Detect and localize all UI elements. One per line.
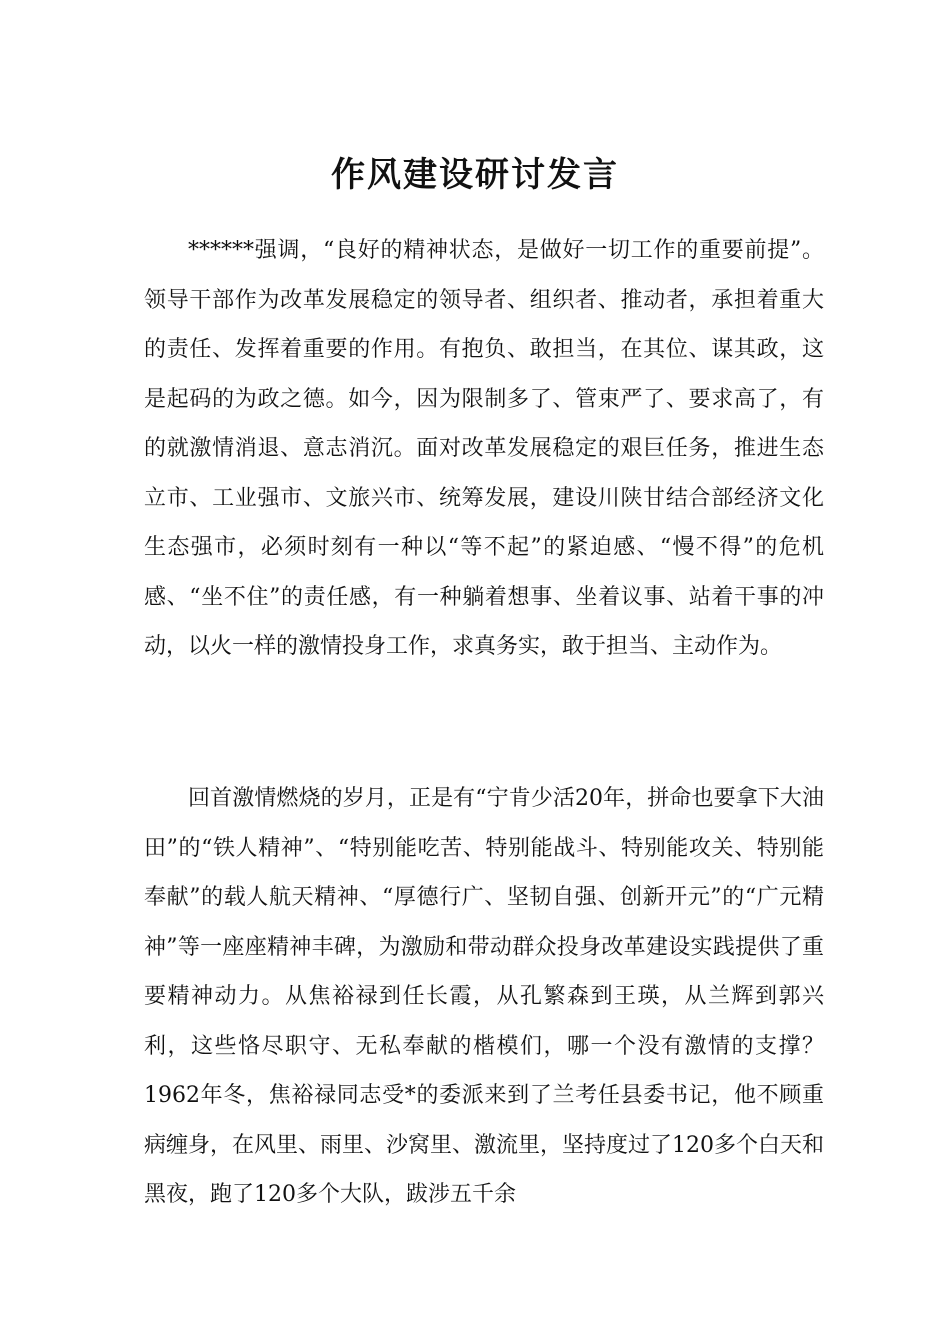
body-paragraph-1: ******强调，“良好的精神状态，是做好一切工作的重要前提”。领导干部作为改革发展稳定的领导者、组织者、推动者，承担着重大的责任、发挥着重要的作用。有抱负、敢担当，在其位、谋其政，这是起码的为政之德。如今，因为限制多了、管束严了、要求高了，有的就激情消退、意志消沉。面对改革发展稳定的艰巨任务，推进生态立市、工业强市、文旅兴市、统筹发展，建设川陕甘结合部经济文化生态强市，必须时刻有一种以“等不起”的紧迫感、“慢不得”的危机感、“坐不住”的责任感，有一种躺着想事、坐着议事、站着干事的冲动，以火一样的激情投身工作，求真务实，敢于担当、主动作为。: [144, 238, 824, 659]
document-title: 作风建设研讨发言: [331, 154, 619, 195]
body-paragraph-2: 回首激情燃烧的岁月，正是有“宁肯少活20年，拼命也要拿下大油田”的“铁人精神”、“特别能吃苦、特别能战斗、特别能攻关、特别能奉献”的载人航天精神、“厚德行广、坚韧自强、创新开元”的“广元精神”等一座座精神丰碑，为激励和带动群众投身改革建设实践提供了重要精神动力。从焦裕禄到任长霞，从孔繁森到王瑛，从兰辉到郭兴利，这些恪尽职守、无私奉献的楷模们，哪一个没有激情的支撑？1962年冬，焦裕禄同志受*的委派来到了兰考任县委书记，他不顾重病缠身，在风里、雨里、沙窝里、激流里，坚持度过了120多个白天和黑夜，跑了120多个大队，跋涉五千余: [144, 786, 824, 1207]
